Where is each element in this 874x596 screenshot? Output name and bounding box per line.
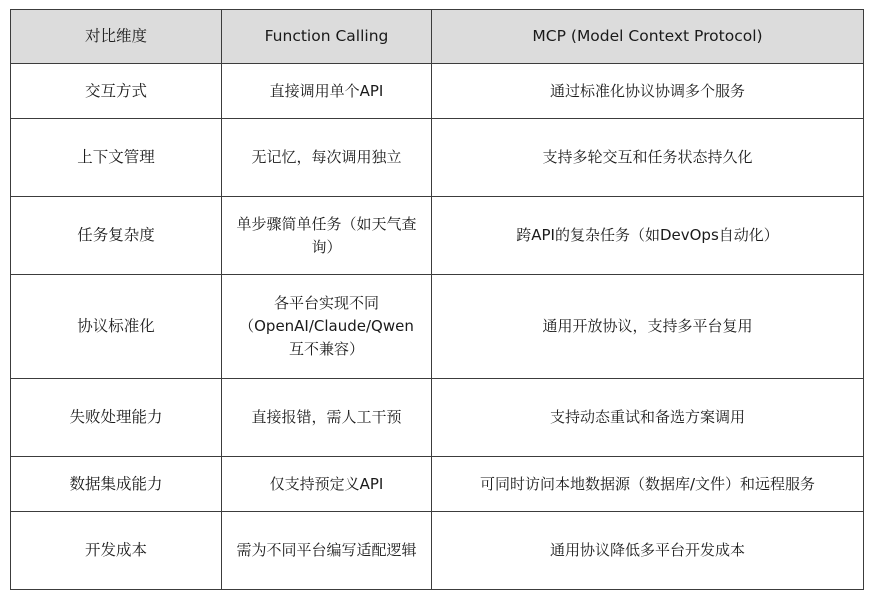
cell-dimension: 开发成本 — [11, 512, 222, 590]
cell-dimension: 失败处理能力 — [11, 379, 222, 457]
cell-mcp: 通用开放协议，支持多平台复用 — [432, 275, 864, 379]
cell-dimension: 交互方式 — [11, 64, 222, 119]
cell-dimension: 任务复杂度 — [11, 197, 222, 275]
table-row — [11, 197, 864, 275]
table-row — [11, 457, 864, 512]
header-function-calling: Function Calling — [222, 10, 432, 64]
cell-dimension: 协议标准化 — [11, 275, 222, 379]
cell-mcp: 可同时访问本地数据源（数据库/文件）和远程服务 — [432, 457, 864, 512]
cell-function-calling: 直接调用单个API — [222, 64, 432, 119]
table-row — [11, 275, 864, 379]
cell-dimension: 上下文管理 — [11, 119, 222, 197]
table-row — [11, 64, 864, 119]
cell-function-calling: 直接报错，需人工干预 — [222, 379, 432, 457]
header-mcp: MCP (Model Context Protocol) — [432, 10, 864, 64]
cell-dimension: 数据集成能力 — [11, 457, 222, 512]
cell-function-calling: 仅支持预定义API — [222, 457, 432, 512]
cell-function-calling: 需为不同平台编写适配逻辑 — [222, 512, 432, 590]
comparison-table — [10, 9, 864, 590]
cell-mcp: 跨API的复杂任务（如DevOps自动化） — [432, 197, 864, 275]
table-row — [11, 379, 864, 457]
table-row — [11, 512, 864, 590]
table-row — [11, 119, 864, 197]
cell-mcp: 通用协议降低多平台开发成本 — [432, 512, 864, 590]
table-header-row — [11, 10, 864, 64]
header-dimension: 对比维度 — [11, 10, 222, 64]
comparison-table-container — [10, 9, 864, 590]
cell-mcp: 通过标准化协议协调多个服务 — [432, 64, 864, 119]
cell-function-calling: 单步骤简单任务（如天气查询） — [222, 197, 432, 275]
cell-function-calling: 无记忆，每次调用独立 — [222, 119, 432, 197]
cell-mcp: 支持多轮交互和任务状态持久化 — [432, 119, 864, 197]
cell-function-calling: 各平台实现不同（OpenAI/Claude/Qwen互不兼容） — [222, 275, 432, 379]
cell-mcp: 支持动态重试和备选方案调用 — [432, 379, 864, 457]
